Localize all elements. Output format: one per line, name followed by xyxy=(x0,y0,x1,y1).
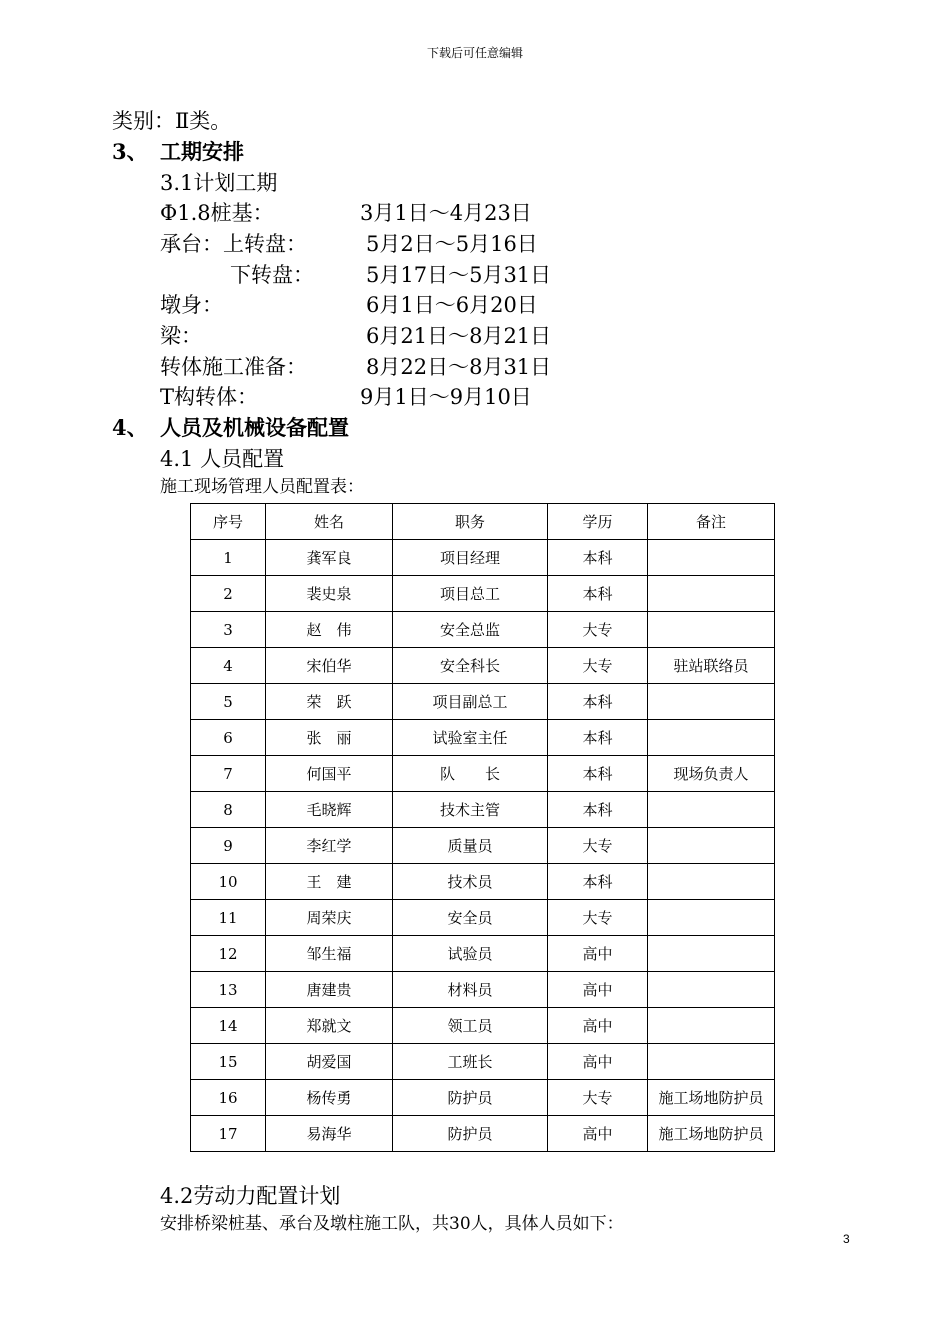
table-cell: 赵 伟 xyxy=(266,612,393,648)
schedule-label: 墩身： xyxy=(160,293,223,317)
table-cell: 本科 xyxy=(548,576,648,612)
table-cell: 3 xyxy=(191,612,266,648)
section3-title: 工期安排 xyxy=(160,139,244,164)
table-cell: 6 xyxy=(191,720,266,756)
table-cell: 防护员 xyxy=(393,1116,548,1152)
table-cell: 高中 xyxy=(548,972,648,1008)
table-cell xyxy=(648,792,775,828)
schedule-label: 承台：上转盘： xyxy=(160,232,307,256)
table-cell: 10 xyxy=(191,864,266,900)
table-cell: 大专 xyxy=(548,648,648,684)
table-row xyxy=(191,972,775,1008)
table-cell: 5 xyxy=(191,684,266,720)
table-cell: 9 xyxy=(191,828,266,864)
schedule-period: 8月22日～8月31日 xyxy=(366,355,552,379)
table-cell: 荣 跃 xyxy=(266,684,393,720)
table-cell xyxy=(648,684,775,720)
table-cell: 李红学 xyxy=(266,828,393,864)
table-cell: 防护员 xyxy=(393,1080,548,1116)
table-row xyxy=(191,1116,775,1152)
page-number: 3 xyxy=(843,1232,850,1246)
table-cell xyxy=(648,1044,775,1080)
table-cell: 大专 xyxy=(548,1080,648,1116)
table-cell: 本科 xyxy=(548,684,648,720)
schedule-period: 5月17日～5月31日 xyxy=(366,263,552,287)
table-cell xyxy=(648,936,775,972)
header-cell: 姓名 xyxy=(266,504,393,540)
table-caption: 施工现场管理人员配置表： xyxy=(160,477,364,497)
table-cell: 项目总工 xyxy=(393,576,548,612)
table-row xyxy=(191,612,775,648)
header-cell: 序号 xyxy=(191,504,266,540)
table-cell: 11 xyxy=(191,900,266,936)
page-header: 下载后可任意编辑 xyxy=(426,46,523,60)
table-row xyxy=(191,864,775,900)
table-cell xyxy=(648,900,775,936)
table-cell: 7 xyxy=(191,756,266,792)
table-cell: 技术员 xyxy=(393,864,548,900)
table-row xyxy=(191,828,775,864)
section4-number: 4、 xyxy=(112,415,148,440)
table-cell: 驻站联络员 xyxy=(648,648,775,684)
table-row xyxy=(191,936,775,972)
subsection-4-1: 4.1 人员配置 xyxy=(160,447,285,471)
table-cell: 安全总监 xyxy=(393,612,548,648)
table-cell: 12 xyxy=(191,936,266,972)
header-cell: 学历 xyxy=(548,504,648,540)
subsection-4-2: 4.2劳动力配置计划 xyxy=(160,1184,341,1208)
table-cell: 王 建 xyxy=(266,864,393,900)
table-row xyxy=(191,1044,775,1080)
schedule-label: T构转体： xyxy=(160,385,259,409)
table-row xyxy=(191,720,775,756)
table-row xyxy=(191,792,775,828)
table-cell: 易海华 xyxy=(266,1116,393,1152)
table-cell: 试验员 xyxy=(393,936,548,972)
table-cell: 裴史泉 xyxy=(266,576,393,612)
table-cell: 14 xyxy=(191,1008,266,1044)
table-cell: 高中 xyxy=(548,1044,648,1080)
table-cell: 材料员 xyxy=(393,972,548,1008)
table-cell: 本科 xyxy=(548,720,648,756)
table-cell: 队 长 xyxy=(393,756,548,792)
table-cell: 胡爱国 xyxy=(266,1044,393,1080)
staff-table xyxy=(190,503,775,1152)
schedule-period: 5月2日～5月16日 xyxy=(366,232,538,256)
table-header-row xyxy=(191,504,775,540)
table-cell: 邹生福 xyxy=(266,936,393,972)
table-cell: 施工场地防护员 xyxy=(648,1080,775,1116)
table-cell: 安全员 xyxy=(393,900,548,936)
table-row xyxy=(191,900,775,936)
table-cell xyxy=(648,720,775,756)
table-cell: 大专 xyxy=(548,828,648,864)
schedule-period: 6月1日～6月20日 xyxy=(366,293,538,317)
table-cell xyxy=(648,1008,775,1044)
table-cell: 13 xyxy=(191,972,266,1008)
table-cell xyxy=(648,576,775,612)
schedule-label: Φ1.8桩基： xyxy=(160,201,274,225)
schedule-period: 9月1日～9月10日 xyxy=(360,385,532,409)
table-row xyxy=(191,540,775,576)
table-cell xyxy=(648,864,775,900)
section4-title: 人员及机械设备配置 xyxy=(160,415,349,440)
table-cell: 4 xyxy=(191,648,266,684)
table-cell: 技术主管 xyxy=(393,792,548,828)
table-cell: 质量员 xyxy=(393,828,548,864)
table-cell: 周荣庆 xyxy=(266,900,393,936)
table-cell xyxy=(648,972,775,1008)
table-cell xyxy=(648,540,775,576)
table-cell: 唐建贵 xyxy=(266,972,393,1008)
table-cell xyxy=(648,828,775,864)
table-cell: 试验室主任 xyxy=(393,720,548,756)
schedule-period: 3月1日～4月23日 xyxy=(360,201,532,225)
table-cell: 张 丽 xyxy=(266,720,393,756)
table-cell: 8 xyxy=(191,792,266,828)
table-cell: 项目经理 xyxy=(393,540,548,576)
section3-number: 3、 xyxy=(112,139,148,164)
table-cell: 本科 xyxy=(548,756,648,792)
table-row xyxy=(191,1080,775,1116)
table-cell: 1 xyxy=(191,540,266,576)
table-cell: 郑就文 xyxy=(266,1008,393,1044)
table-cell: 15 xyxy=(191,1044,266,1080)
table-row xyxy=(191,1008,775,1044)
schedule-label: 转体施工准备： xyxy=(160,355,307,379)
table-cell: 何国平 xyxy=(266,756,393,792)
table-cell: 施工场地防护员 xyxy=(648,1116,775,1152)
table-cell: 本科 xyxy=(548,864,648,900)
category-line: 类别：Ⅱ类。 xyxy=(112,109,232,133)
table-cell: 杨传勇 xyxy=(266,1080,393,1116)
table-cell: 高中 xyxy=(548,1116,648,1152)
labor-text: 安排桥梁桩基、承台及墩柱施工队，共30人，具体人员如下： xyxy=(160,1214,624,1234)
table-cell: 2 xyxy=(191,576,266,612)
table-row xyxy=(191,684,775,720)
subsection-3-1: 3.1计划工期 xyxy=(160,171,278,195)
schedule-label: 梁： xyxy=(160,324,202,348)
table-cell: 项目副总工 xyxy=(393,684,548,720)
table-cell: 龚军良 xyxy=(266,540,393,576)
header-cell: 备注 xyxy=(648,504,775,540)
header-cell: 职务 xyxy=(393,504,548,540)
table-cell: 毛晓辉 xyxy=(266,792,393,828)
table-cell: 宋伯华 xyxy=(266,648,393,684)
table-row xyxy=(191,576,775,612)
table-cell: 大专 xyxy=(548,900,648,936)
table-cell: 大专 xyxy=(548,612,648,648)
table-cell: 工班长 xyxy=(393,1044,548,1080)
table-cell: 现场负责人 xyxy=(648,756,775,792)
table-cell: 高中 xyxy=(548,936,648,972)
table-cell xyxy=(648,612,775,648)
table-cell: 领工员 xyxy=(393,1008,548,1044)
schedule-period: 6月21日～8月21日 xyxy=(366,324,552,348)
table-cell: 本科 xyxy=(548,792,648,828)
table-cell: 17 xyxy=(191,1116,266,1152)
table-row xyxy=(191,648,775,684)
schedule-label: 下转盘： xyxy=(230,263,314,287)
table-cell: 安全科长 xyxy=(393,648,548,684)
table-cell: 高中 xyxy=(548,1008,648,1044)
table-cell: 本科 xyxy=(548,540,648,576)
table-cell: 16 xyxy=(191,1080,266,1116)
table-row xyxy=(191,756,775,792)
